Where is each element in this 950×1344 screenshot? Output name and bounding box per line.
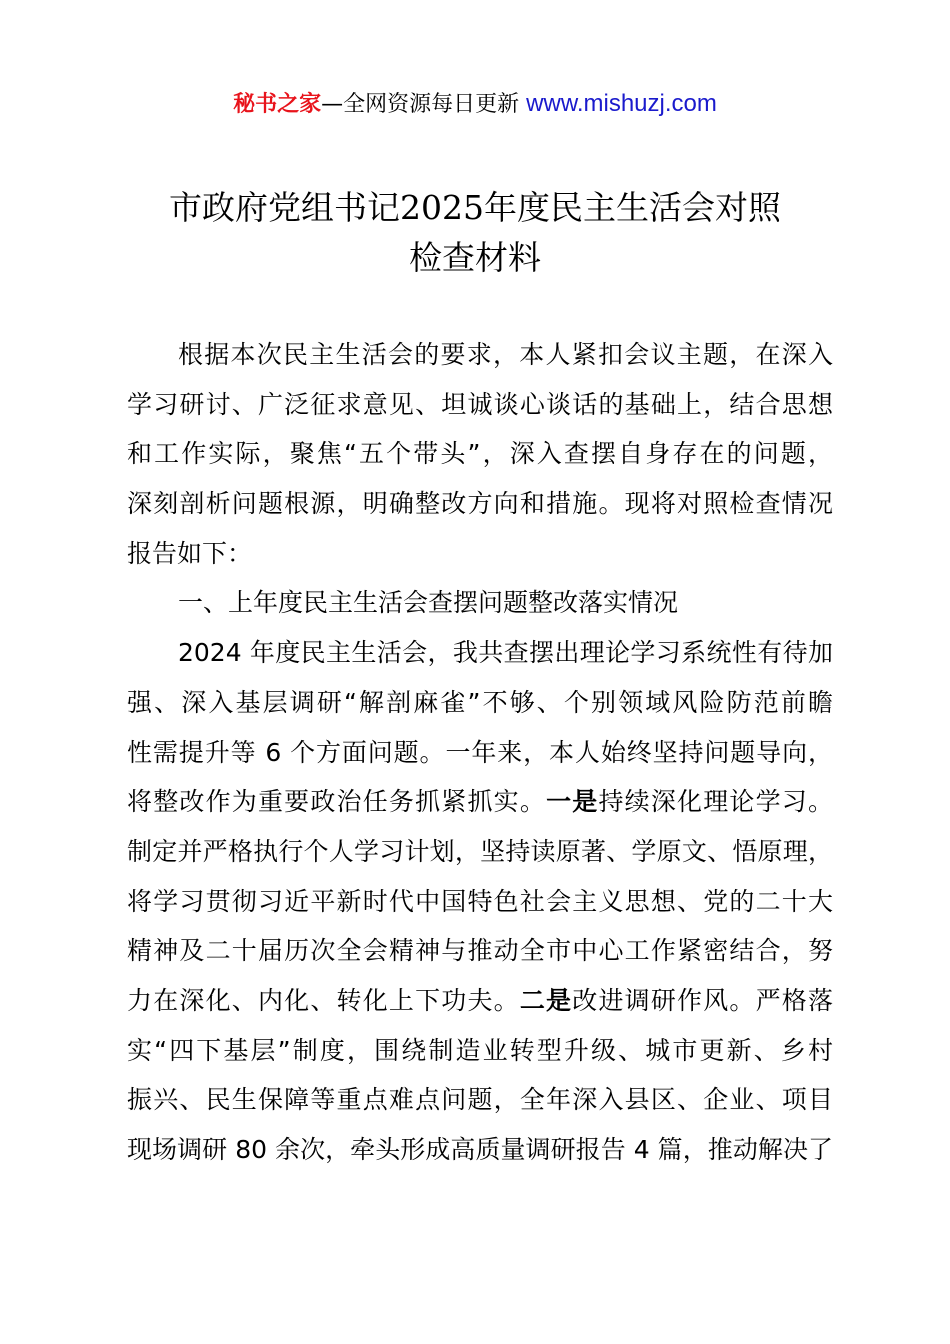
text-line: 性需提升等 6 个方面问题。一年来，本人始终坚持问题导向，: [127, 737, 833, 767]
text-line: 深刻剖析问题根源，明确整改方向和措施。现将对照检查情况: [127, 489, 833, 519]
text-segment: 持续深化理论学习。: [598, 787, 833, 817]
text-line: 报告如下：: [127, 538, 253, 568]
document-body: [127, 330, 833, 1175]
brand-name: 秘书之家: [233, 92, 322, 117]
paragraph-intro: [127, 330, 833, 578]
text-line: 制定并严格执行个人学习计划，坚持读原著、学原文、悟原理，: [127, 836, 833, 866]
text-line: 和工作实际，聚焦“五个带头”，深入查摆自身存在的问题，: [127, 439, 833, 469]
title-line-2: 检查材料: [409, 238, 541, 277]
bold-lead: 二是: [519, 985, 573, 1015]
text-line: 振兴、民生保障等重点难点问题，全年深入县区、企业、项目: [127, 1085, 833, 1115]
text-segment: 力在深化、内化、转化上下功夫。: [127, 985, 520, 1015]
title-line-1: 市政府党组书记2025年度民主生活会对照: [169, 188, 781, 227]
text-line: 将学习贯彻习近平新时代中国特色社会主义思想、党的二十大: [127, 886, 833, 916]
text-line: 精神及二十届历次全会精神与推动全市中心工作紧密结合，努: [127, 936, 833, 966]
document-title: [0, 183, 950, 283]
text-line: [127, 777, 833, 827]
text-line: 现场调研 80 余次，牵头形成高质量调研报告 4 篇，推动解决了: [127, 1135, 833, 1164]
text-segment: 改进调研作风。严格落: [572, 985, 833, 1015]
text-line: 2024 年度民主生活会，我共查摆出理论学习系统性有待加: [178, 638, 833, 668]
text-line: 实“四下基层”制度，围绕制造业转型升级、城市更新、乡村: [127, 1035, 833, 1065]
text-line: 根据本次民主生活会的要求，本人紧扣会议主题，在深入: [178, 340, 833, 369]
paragraph-rectification: [127, 628, 833, 1175]
section-heading: 一、上年度民主生活会查摆问题整改落实情况: [178, 588, 679, 618]
text-line: 强、深入基层调研“解剖麻雀”不够、个别领域风险防范前瞻: [127, 687, 833, 717]
site-banner: [0, 88, 950, 121]
site-url-link[interactable]: www.mishuzj.com: [526, 90, 717, 117]
bold-lead: 一是: [546, 787, 599, 817]
text-segment: 将整改作为重要政治任务抓紧抓实。: [127, 787, 547, 817]
text-line: [127, 976, 833, 1026]
text-line: 学习研讨、广泛征求意见、坦诚谈心谈话的基础上，结合思想: [127, 389, 833, 419]
banner-tagline: —全网资源每日更新: [321, 92, 527, 117]
